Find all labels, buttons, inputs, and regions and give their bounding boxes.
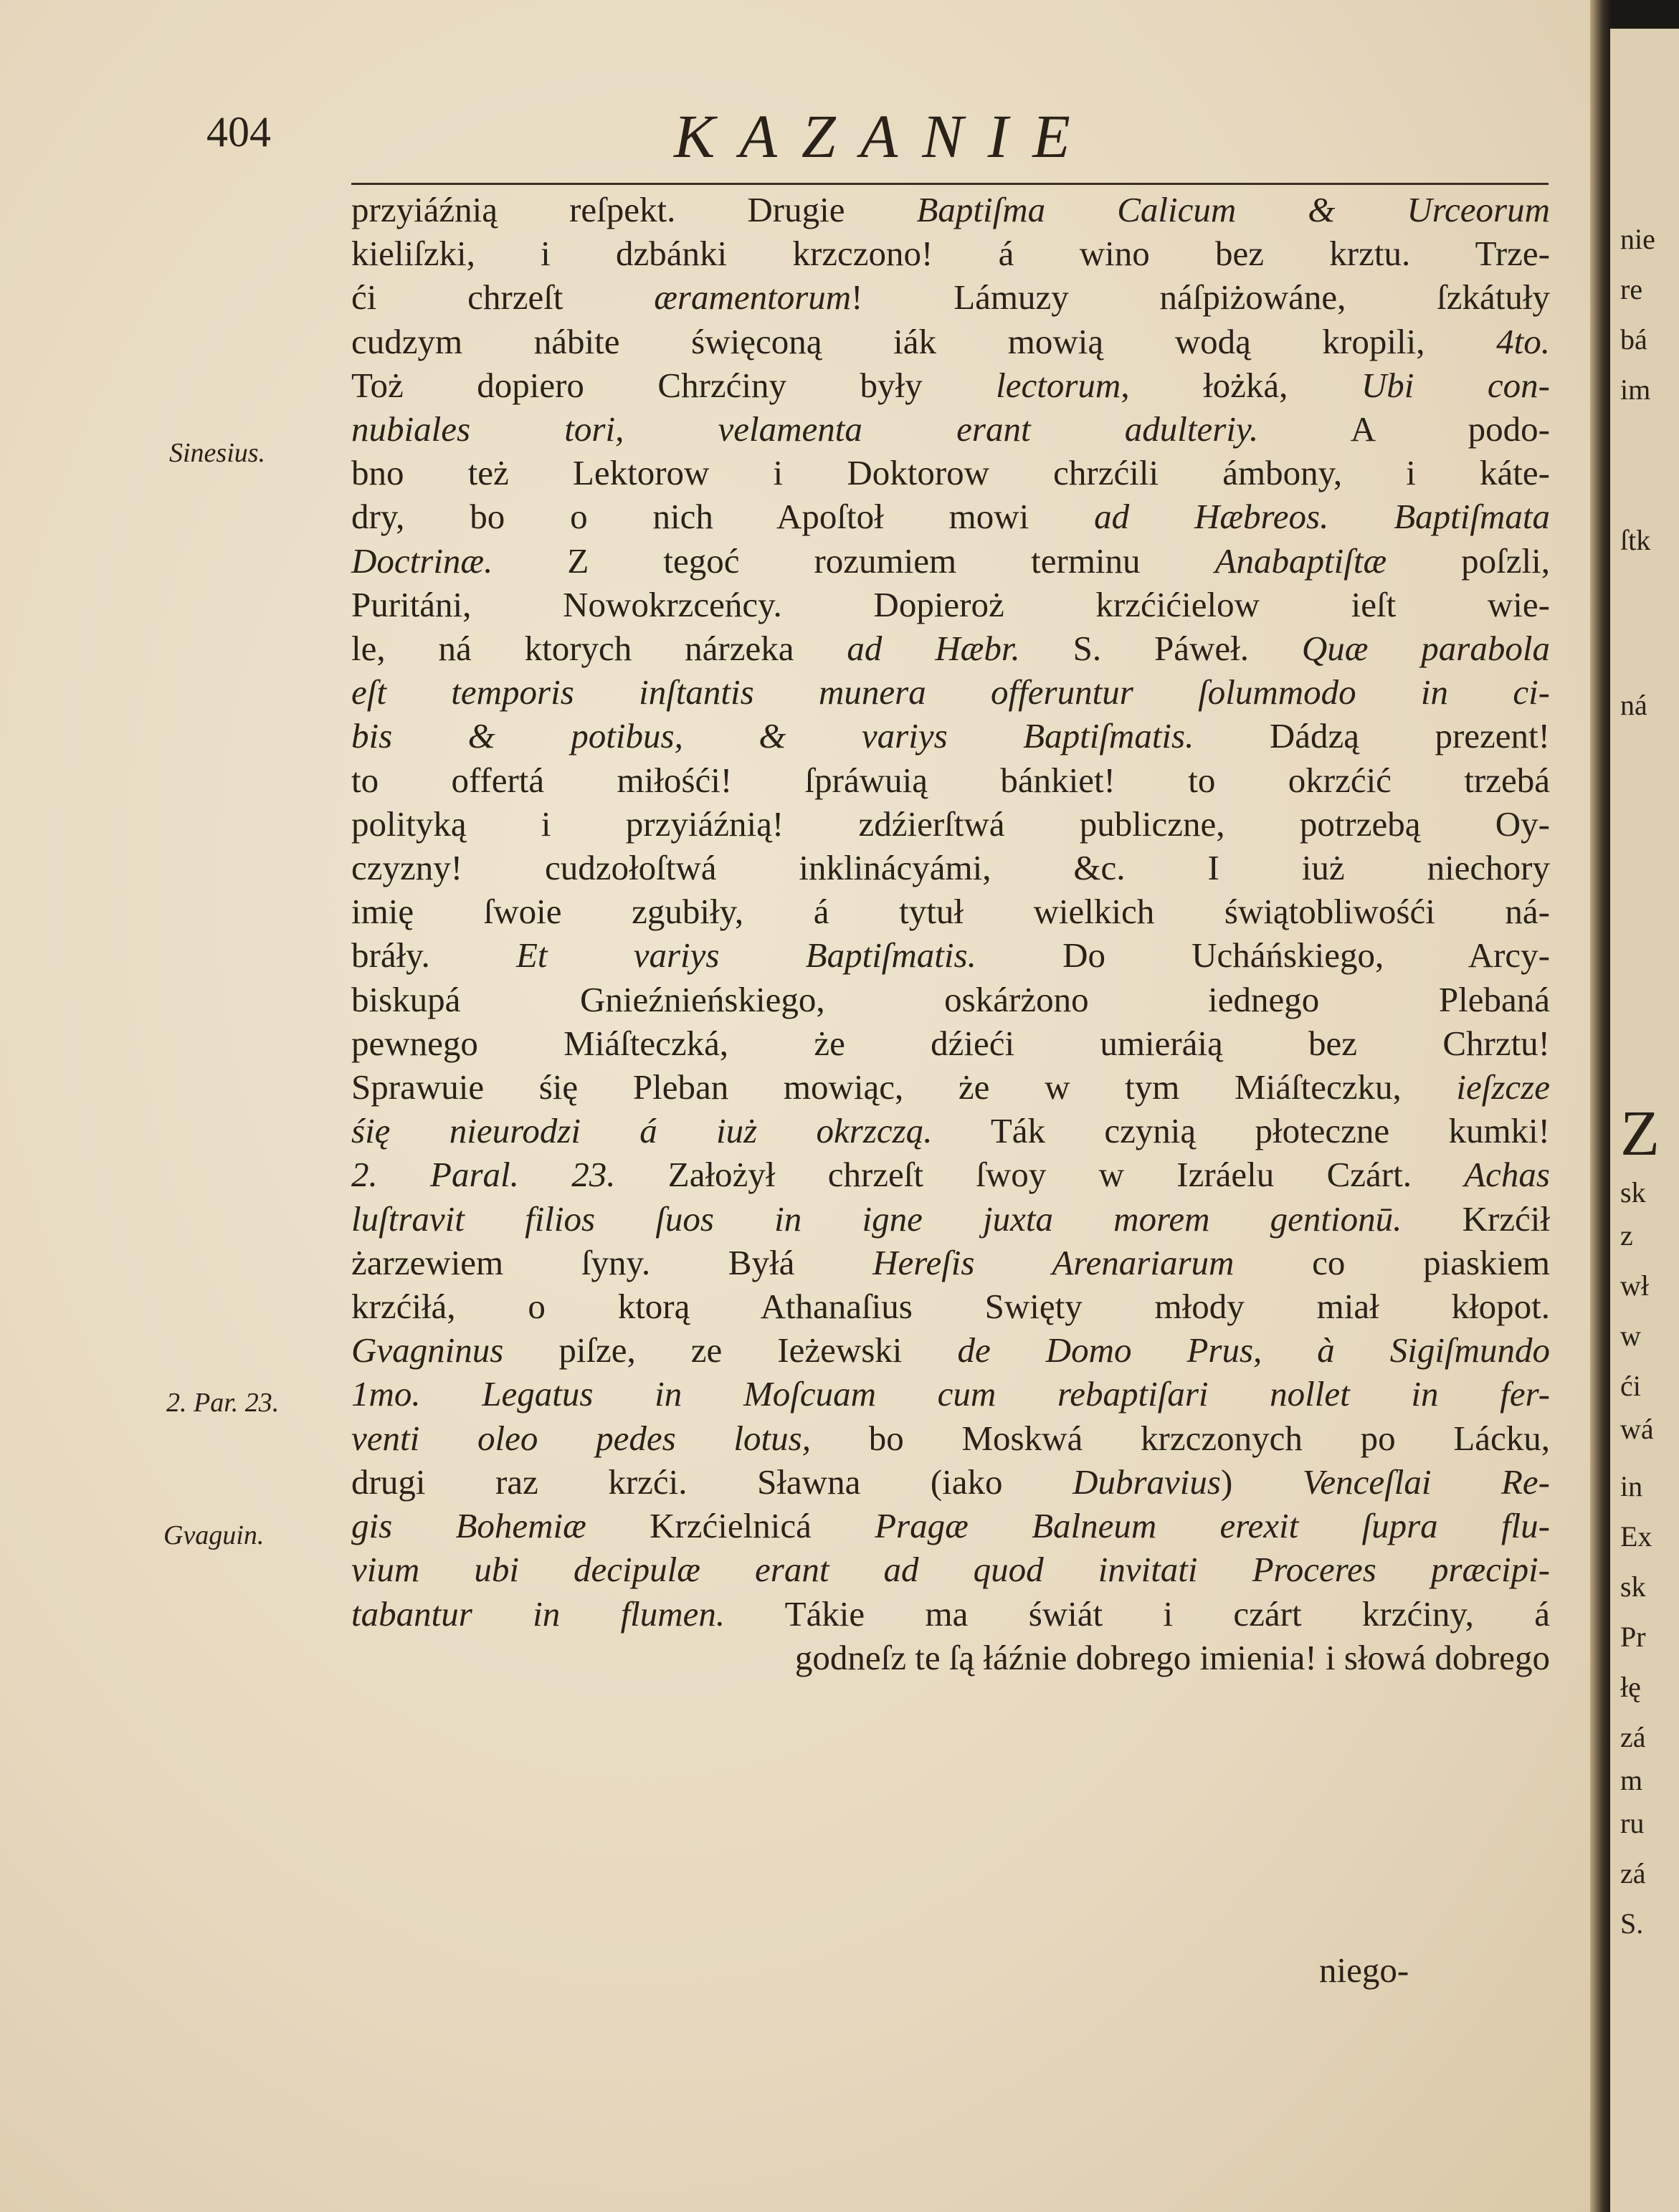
text-segment: 1mo. Legatus in Moſcuam cum rebaptiſari nollet in fer- <box>351 1374 1550 1414</box>
text-segment: tabantur in flumen. <box>351 1593 726 1634</box>
text-line <box>351 1153 1550 1196</box>
text-line <box>351 539 1550 583</box>
book-gutter <box>1590 0 1612 2212</box>
text-segment: piſze, ze Ieżewski <box>503 1330 958 1370</box>
text-segment: Dubravius <box>1072 1462 1221 1502</box>
text-line <box>351 846 1550 890</box>
text-segment: Baptiſma Calicum & Urceorum <box>916 190 1550 229</box>
text-line <box>351 626 1550 670</box>
text-line <box>351 758 1550 802</box>
text-line <box>351 670 1550 714</box>
text-segment: Achas <box>1464 1155 1550 1195</box>
text-segment: Doctrinæ. <box>351 540 493 581</box>
text-segment: Toż dopiero Chrzćiny były <box>351 365 997 405</box>
text-segment: Do Ucháńskiego, Arcy- <box>976 935 1550 976</box>
text-line <box>351 320 1550 363</box>
text-line <box>351 714 1550 758</box>
running-head: KAZANIE <box>674 102 1095 171</box>
text-line <box>351 1372 1550 1416</box>
next-page-fragment: Z <box>1620 1098 1660 1169</box>
text-segment: poſzli, <box>1387 540 1550 581</box>
text-segment: ) <box>1220 1462 1303 1502</box>
text-line <box>351 495 1550 538</box>
next-page-edge <box>1610 29 1679 2212</box>
text-line <box>351 188 1550 232</box>
next-page-fragment: zá <box>1620 1721 1646 1753</box>
text-segment: Ták czynią płoteczne kumki! <box>932 1111 1550 1151</box>
next-page-fragment: w <box>1620 1320 1641 1352</box>
next-page-fragment: S. <box>1620 1907 1644 1940</box>
text-segment: Hereſis Arenariarum <box>872 1242 1235 1282</box>
next-page-fragment: wá <box>1620 1413 1654 1445</box>
text-segment: , łożká, <box>1121 365 1361 405</box>
text-segment: Anabaptiſtæ <box>1214 540 1387 581</box>
text-segment: Gvagninus <box>351 1330 504 1370</box>
page-number: 404 <box>206 108 271 156</box>
next-page-fragment: z <box>1620 1219 1633 1252</box>
text-segment: cudzym nábite święconą iák mowią wodą kropili, <box>351 321 1497 361</box>
text-line <box>351 275 1550 319</box>
text-line <box>351 1416 1550 1460</box>
text-segment: Dádzą prezent! <box>1194 716 1550 756</box>
next-page-fragment: bá <box>1620 323 1647 356</box>
text-line <box>351 407 1550 451</box>
text-line <box>351 1021 1550 1065</box>
next-page-fragment: łę <box>1620 1671 1641 1703</box>
text-segment: æramentorum <box>654 277 852 318</box>
body-text <box>351 188 1550 1679</box>
text-segment: ći chrzeſt <box>351 277 655 318</box>
text-line <box>351 1548 1550 1591</box>
next-page-fragment: in <box>1620 1470 1643 1502</box>
text-segment: bo Moskwá krzczonych po Lácku, <box>810 1418 1551 1458</box>
next-page-fragment: Pr <box>1620 1621 1646 1653</box>
text-segment: co piaskiem <box>1234 1242 1550 1282</box>
text-line <box>351 1109 1550 1153</box>
text-segment: bis & potibus, & variys Baptiſmatis. <box>351 716 1194 756</box>
next-page-fragment: sk <box>1620 1176 1646 1209</box>
text-segment: ieſzcze <box>1456 1067 1550 1107</box>
text-segment: śię nieurodzi á iuż okrzczą. <box>351 1111 933 1151</box>
text-line <box>351 583 1550 626</box>
text-line <box>351 1065 1550 1109</box>
next-page-fragment: im <box>1620 373 1651 406</box>
text-segment: ad Hæbreos. Baptiſmata <box>1094 497 1550 537</box>
text-segment: Et variys Baptiſmatis. <box>515 935 976 976</box>
text-segment: de Domo Prus, à Sigiſmundo <box>957 1330 1550 1370</box>
next-page-fragment: nie <box>1620 223 1655 255</box>
text-segment: czyzny! cudzołoſtwá inklinácyámi, &c. I iuż niechory <box>351 848 1550 888</box>
text-line <box>351 1328 1550 1372</box>
text-segment: Pragæ Balneum erexit ſupra flu- <box>875 1506 1550 1546</box>
text-line <box>351 1504 1550 1548</box>
text-segment: Quæ parabola <box>1301 629 1550 669</box>
text-line <box>351 890 1550 933</box>
text-line <box>351 802 1550 846</box>
text-segment: godneſz te ſą łáźnie dobrego imienia! i słowá dobrego <box>794 1637 1550 1677</box>
text-segment: 4to. <box>1496 321 1550 361</box>
text-segment: Puritáni, Nowokrzceńcy. Dopieroż krzćićielow ieſt wie- <box>351 584 1550 624</box>
text-segment: przyiáźnią reſpekt. Drugie <box>351 190 917 229</box>
text-line <box>351 978 1550 1021</box>
margin-note-gvaguin: Gvaguin. <box>163 1520 265 1550</box>
text-segment: imię ſwoie zgubiły, á tytuł wielkich świątobliwośći ná- <box>351 892 1550 932</box>
text-segment: dry, bo o nich Apoſtoł mowi <box>351 497 1095 537</box>
text-segment: 2. Paral. 23. <box>351 1155 616 1195</box>
text-line <box>351 232 1550 275</box>
text-segment: ! Lámuzy náſpiżowáne, ſzkátuły <box>851 277 1550 318</box>
text-segment: S. Páweł. <box>1019 629 1302 669</box>
text-segment: nubiales tori, velamenta erant adulteriy. <box>351 409 1259 449</box>
margin-note-sinesius: Sinesius. <box>169 438 266 468</box>
next-page-fragment: wł <box>1620 1269 1649 1302</box>
text-segment: Z tegoć rozumiem terminu <box>493 540 1215 581</box>
next-page-fragment: Ex <box>1620 1520 1652 1553</box>
text-line <box>351 1241 1550 1284</box>
text-segment: pewnego Miáſteczká, że dźieći umieráią bez Chrztu! <box>351 1023 1550 1063</box>
margin-note-paral: 2. Par. 23. <box>166 1388 280 1418</box>
next-page-fragment: m <box>1620 1764 1643 1796</box>
text-segment: Venceſlai Re- <box>1302 1462 1550 1502</box>
text-segment: Tákie ma świát i czárt krzćiny, á <box>725 1593 1550 1634</box>
text-line <box>351 451 1550 495</box>
text-segment: gis Bohemiæ <box>351 1506 586 1546</box>
header-rule <box>351 183 1549 185</box>
text-line <box>351 1460 1550 1504</box>
text-segment: Sprawuie śię Pleban mowiąc, że w tym Miáſteczku, <box>351 1067 1457 1107</box>
text-segment: żarzewiem ſyny. Byłá <box>351 1242 873 1282</box>
text-segment: Założył chrzeſt ſwoy w Izráelu Czárt. <box>615 1155 1465 1195</box>
next-page-fragment: ná <box>1620 689 1647 721</box>
text-segment: bráły. <box>351 935 516 976</box>
catchword: niego- <box>1319 1950 1409 1990</box>
next-page-fragment: ſtk <box>1620 524 1651 556</box>
text-segment: A podo- <box>1258 409 1550 449</box>
text-segment: to offertá miłośći! ſpráwuią bánkiet! to okrzćić trzebá <box>351 760 1550 800</box>
text-segment: lectorum <box>996 365 1121 405</box>
text-segment: polityką i przyiáźnią! zdźierſtwá publiczne, potrzebą Oy- <box>351 804 1550 844</box>
text-line <box>351 363 1550 407</box>
text-line <box>351 933 1550 977</box>
text-segment: drugi raz krzći. Sławna (iako <box>351 1462 1073 1502</box>
next-page-fragment: sk <box>1620 1570 1646 1603</box>
text-segment: biskupá Gnieźnieńskiego, oskárżono iednego Plebaná <box>351 979 1550 1019</box>
text-segment: Krzćił <box>1402 1198 1550 1239</box>
text-segment: kieliſzki, i dzbánki krzczono! á wino bez krztu. Trze- <box>351 234 1550 274</box>
text-segment: krzćiłá, o ktorą Athanaſius Swięty młody miał kłopot. <box>351 1287 1550 1327</box>
text-line <box>351 1284 1550 1328</box>
text-line <box>351 1592 1550 1636</box>
next-page-fragment: ru <box>1620 1807 1645 1839</box>
text-line <box>351 1197 1550 1241</box>
next-page-fragment: zá <box>1620 1857 1646 1889</box>
text-segment: bno też Lektorow i Doktorow chrzćili ámbony, i káte- <box>351 453 1550 493</box>
text-segment: venti oleo pedes lotus, <box>351 1418 811 1458</box>
text-segment: Ubi con- <box>1361 365 1550 405</box>
next-page-fragment: ći <box>1620 1370 1641 1402</box>
next-page-fragment: re <box>1620 273 1643 305</box>
text-segment: Krzćielnicá <box>586 1506 875 1546</box>
text-line <box>351 1636 1550 1679</box>
text-segment: eſt temporis inſtantis munera offeruntur ſolummodo in ci- <box>351 672 1550 712</box>
text-segment: luſtravit filios ſuos in igne juxta morem gentionū. <box>351 1198 1402 1239</box>
text-segment: le, ná ktorych nárzeka <box>351 629 847 669</box>
text-segment: ad Hæbr. <box>847 629 1020 669</box>
text-segment: vium ubi decipulæ erant ad quod invitati Proceres præcipi- <box>351 1550 1550 1590</box>
